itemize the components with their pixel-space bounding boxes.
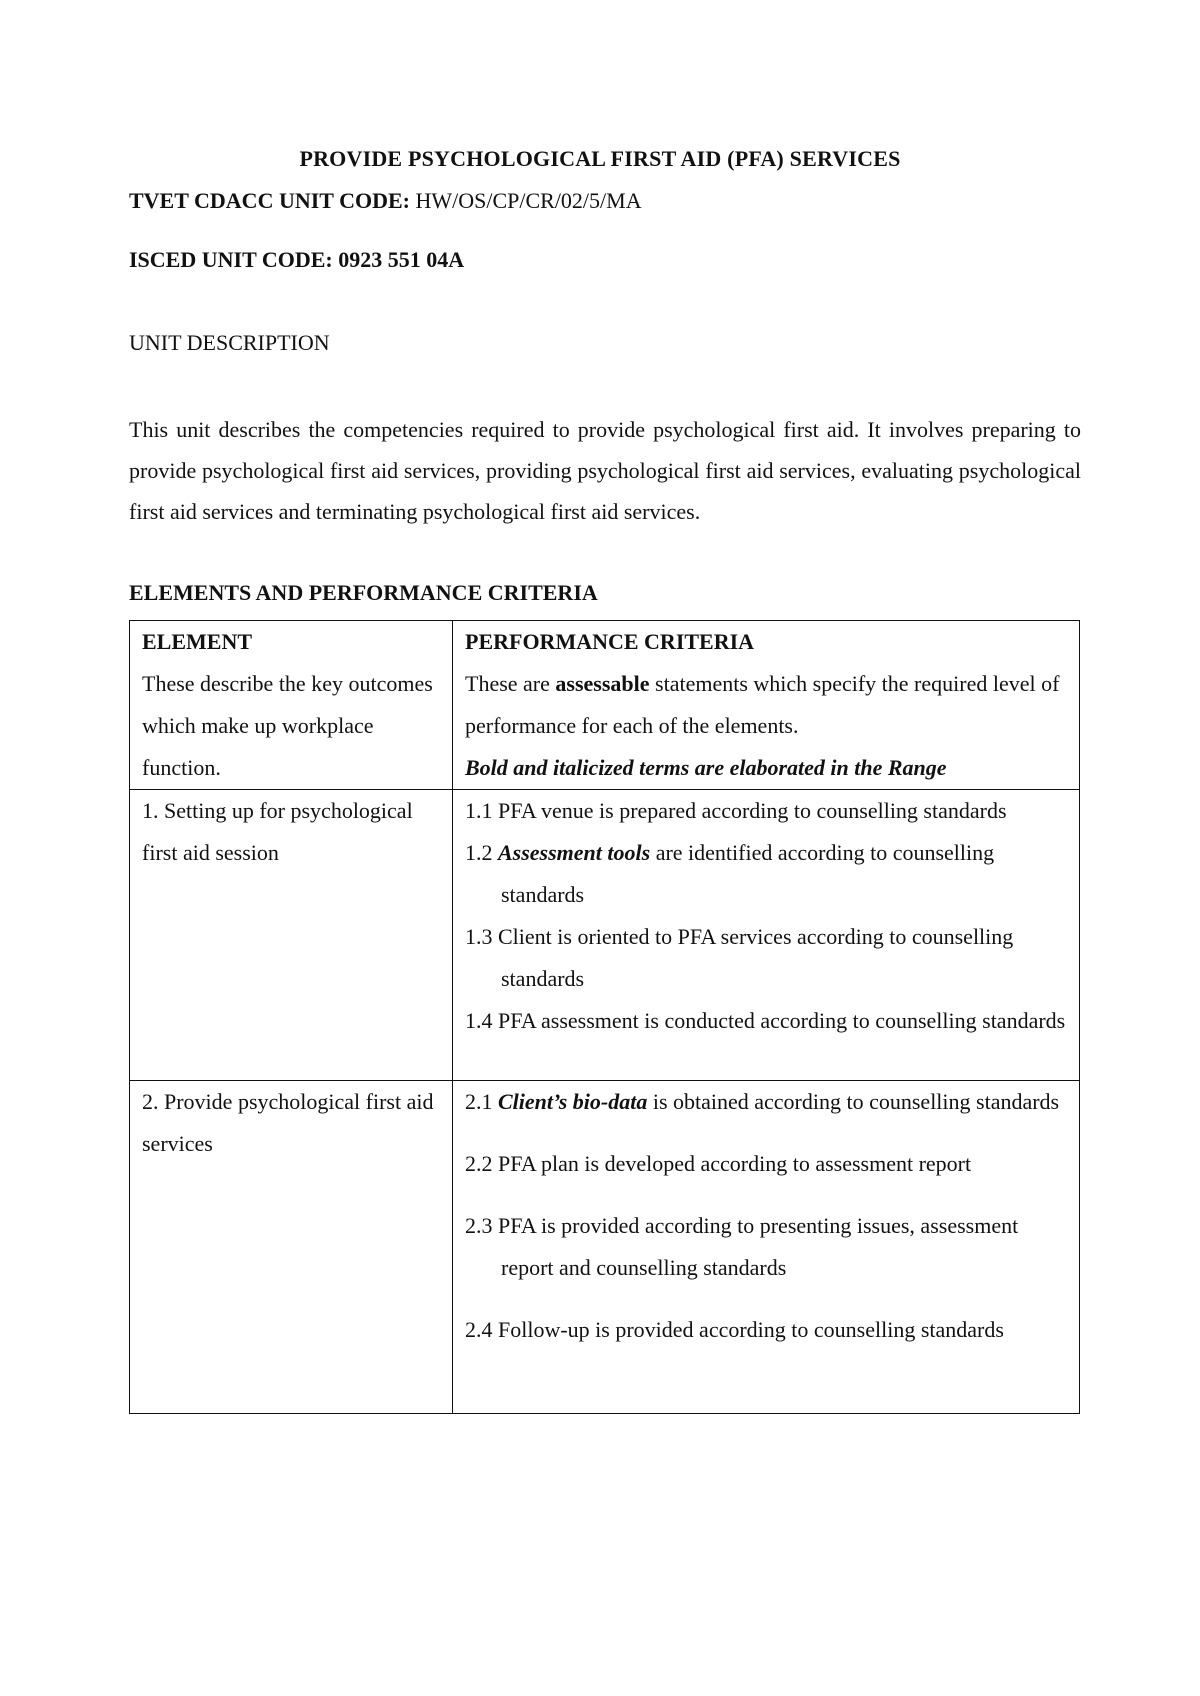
unit-description-paragraph: This unit describes the competencies required to provide psychological first aid. It involves preparing to provide psychological first aid services, providing psychological first aid services, evaluating psychological first aid services and terminating psychological first aid services.	[129, 417, 1081, 524]
element-cell: 2. Provide psychological first aid services	[130, 1081, 453, 1414]
criteria-cell	[453, 790, 1080, 1081]
criteria-text: are identified according to counselling standards	[501, 840, 995, 907]
criteria-text: Client is oriented to PFA services according to counselling standards	[498, 924, 1014, 991]
unit-description-heading: UNIT DESCRIPTION	[129, 330, 330, 355]
criteria-number: 2.1	[465, 1089, 498, 1114]
criteria-number: 2.2	[465, 1151, 498, 1176]
unit-description-text	[129, 409, 1081, 532]
criteria-item	[465, 916, 1067, 1000]
criteria-cell	[453, 1081, 1080, 1414]
criteria-item	[465, 1000, 1067, 1042]
table-row	[130, 790, 1080, 1081]
tvet-unit-code-line	[129, 188, 642, 214]
table-header-row	[130, 621, 1080, 790]
criteria-header-cell	[453, 621, 1080, 790]
criteria-item	[465, 790, 1067, 832]
criteria-text: PFA plan is developed according to assessment report	[498, 1151, 972, 1176]
criteria-number: 1.1	[465, 798, 498, 823]
criteria-number: 1.3	[465, 924, 498, 949]
criteria-term: Client’s bio-data	[498, 1089, 648, 1114]
element-header-cell	[130, 621, 453, 790]
criteria-number: 1.2	[465, 840, 498, 865]
criteria-item	[465, 1081, 1067, 1123]
criteria-header-desc	[465, 663, 1067, 747]
criteria-number: 1.4	[465, 1008, 498, 1033]
element-header-desc: These describe the key outcomes which make up workplace function.	[142, 671, 433, 780]
elements-heading: ELEMENTS AND PERFORMANCE CRITERIA	[129, 580, 598, 605]
element-cell: 1. Setting up for psychological first aid session	[130, 790, 453, 1081]
criteria-desc-post: statements which specify the required level of performance for each of the elements.	[465, 671, 1060, 738]
criteria-text: PFA venue is prepared according to counselling standards	[498, 798, 1007, 823]
criteria-desc-pre: These are	[465, 671, 556, 696]
criteria-header-title: PERFORMANCE CRITERIA	[465, 629, 755, 654]
criteria-item	[465, 1143, 1067, 1185]
tvet-unit-code-label: TVET CDACC UNIT CODE:	[129, 188, 410, 213]
element-header-title: ELEMENT	[142, 629, 253, 654]
criteria-header-note: Bold and italicized terms are elaborated in the Range	[465, 755, 947, 780]
criteria-text: Follow-up is provided according to counselling standards	[498, 1317, 1004, 1342]
criteria-item	[465, 1309, 1067, 1351]
criteria-number: 2.4	[465, 1317, 498, 1342]
criteria-text: PFA assessment is conducted according to counselling standards	[498, 1008, 1066, 1033]
isced-unit-code-value: 0923 551 04A	[338, 247, 465, 272]
page-title: PROVIDE PSYCHOLOGICAL FIRST AID (PFA) SERVICES	[299, 146, 901, 171]
criteria-text: PFA is provided according to presenting issues, assessment report and counselling standards	[498, 1213, 1019, 1280]
table-row	[130, 1081, 1080, 1414]
criteria-desc-bold: assessable	[555, 671, 650, 696]
tvet-unit-code-value: HW/OS/CP/CR/02/5/MA	[415, 188, 642, 213]
elements-criteria-table	[129, 620, 1080, 1414]
criteria-item	[465, 1205, 1067, 1289]
criteria-text: is obtained according to counselling standards	[647, 1089, 1060, 1114]
criteria-term: Assessment tools	[498, 840, 651, 865]
criteria-item	[465, 832, 1067, 916]
isced-unit-code-label: ISCED UNIT CODE:	[129, 247, 333, 272]
criteria-number: 2.3	[465, 1213, 498, 1238]
isced-unit-code-line	[129, 247, 464, 273]
